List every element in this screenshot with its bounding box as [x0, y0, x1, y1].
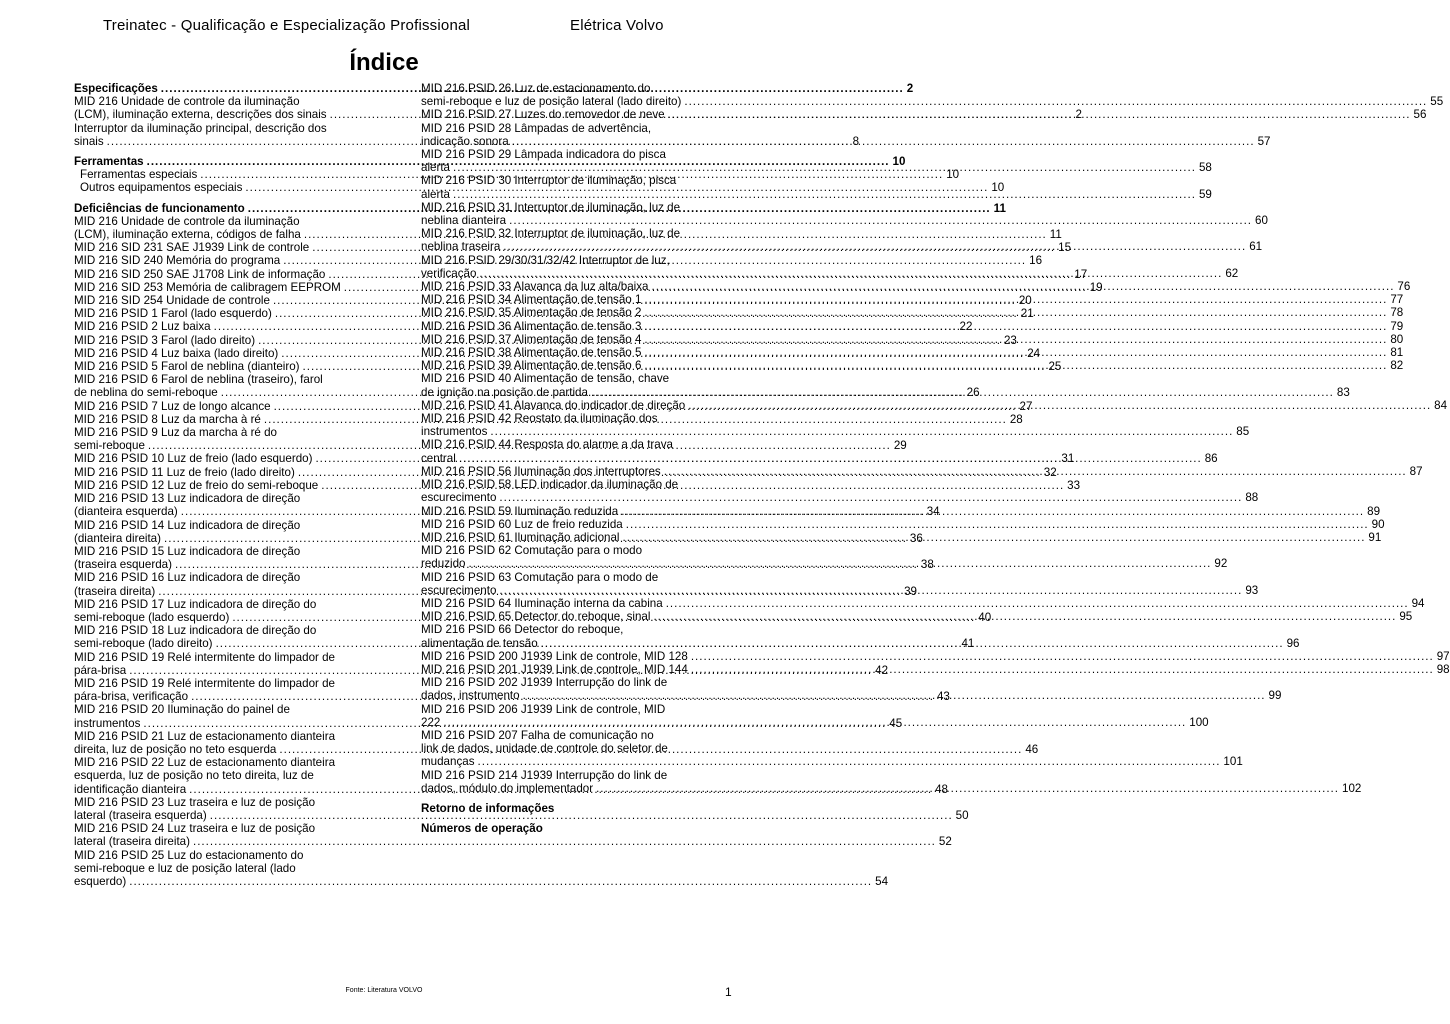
toc-page-number: 52 — [938, 835, 952, 849]
toc-entry-text: sinais — [74, 134, 104, 148]
toc-entry-text: MID 216 PSID 8 Luz da marcha à ré — [74, 412, 261, 426]
footer-page-number: 1 — [725, 985, 732, 999]
toc-entry-text: (traseira direita) — [74, 584, 156, 598]
toc-page-number: 11 — [1049, 228, 1062, 242]
toc-page-number: 38 — [920, 558, 934, 572]
toc-page-number: 84 — [1434, 398, 1448, 412]
toc-leader-dots — [691, 663, 1434, 676]
toc-page-number: 91 — [1368, 530, 1382, 544]
toc-leader-dots — [523, 689, 1266, 702]
toc-entry-text: (dianteira direita) — [74, 531, 161, 545]
toc-entry-text: MID 216 PSID 9 Luz da marcha à ré do — [74, 426, 277, 440]
toc-entry-text: MID 216 PSID 14 Luz indicadora de direção — [74, 518, 301, 532]
toc-entry-text: MID 216 PSID 17 Luz indicadora de direção do — [74, 597, 317, 611]
toc-entry-text: semi-reboque (lado esquerdo) — [74, 610, 230, 624]
toc-leader-dots — [453, 188, 1196, 201]
toc-entry-text: MID 216 PSID 33 Alavanca da luz alta/baixa — [421, 280, 649, 294]
toc-page-number: 61 — [1249, 240, 1263, 254]
toc-leader-dots — [691, 650, 1434, 663]
toc-entry[interactable] — [421, 517, 1385, 531]
toc-leader-dots — [490, 425, 1233, 438]
toc-page-number: 33 — [1067, 478, 1081, 492]
toc-page-number: 19 — [1089, 280, 1103, 294]
toc-page-number: 62 — [1225, 266, 1239, 280]
toc-page-number: 17 — [1074, 267, 1088, 281]
toc-entry-text: MID 216 PSID 19 Relé intermitente do limpador de — [74, 676, 335, 690]
toc-entry-text: MID 216 SID 231 SAE J1939 Link de controle — [74, 241, 310, 255]
toc-page-number: 15 — [1058, 241, 1072, 255]
toc-leader-dots — [512, 135, 1255, 148]
toc-entry-text: Interruptor da iluminação principal, descrição dos — [74, 121, 327, 135]
toc-entry-text: MID 216 PSID 22 Luz de estacionamento dianteira — [74, 756, 336, 770]
toc-entry-text: lateral (traseira esquerda) — [74, 808, 207, 822]
toc-entry-text: Ferramentas — [74, 155, 144, 169]
toc-leader-dots — [644, 306, 1387, 319]
toc-leader-dots — [684, 95, 1427, 108]
toc-page-number: 98 — [1436, 662, 1450, 676]
toc-entry-text: Outros equipamentos especiais — [80, 181, 243, 195]
toc-page-number: 58 — [1198, 161, 1212, 175]
toc-entry-text: escurecimento — [421, 583, 497, 597]
toc-entry-text: Retorno de informações — [421, 801, 555, 815]
toc-entry-text: MID 216 PSID 30 Interruptor de iluminação, pisca — [421, 174, 677, 188]
toc-page-number: 87 — [1409, 464, 1423, 478]
toc-entry-text: MID 216 PSID 39 Alimentação de tensão 6 — [421, 359, 642, 373]
toc-entry-text: MID 216 PSID 24 Luz traseira e luz de posição — [74, 822, 316, 836]
toc-entry[interactable] — [421, 121, 1271, 148]
toc-entry-text: MID 216 SID 253 Memória de calibragem EEPROM — [74, 280, 341, 294]
toc-entry-text: indicação sonora — [421, 134, 509, 148]
toc-page-number: 82 — [1390, 359, 1404, 373]
toc-page-number: 99 — [1268, 689, 1282, 703]
toc-entry-text: 222 — [421, 715, 441, 729]
toc-entry-text: MID 216 PSID 63 Comutação para o modo de — [421, 570, 659, 584]
toc-heading[interactable] — [421, 822, 733, 835]
toc-entry-text: central — [421, 451, 456, 465]
toc-page-number: 101 — [1223, 755, 1243, 769]
toc-page-number: 39 — [904, 584, 918, 598]
header-left: Treinatec - Qualificação e Especialização Profissional — [103, 17, 471, 34]
toc-page-number: 20 — [1018, 294, 1032, 308]
toc-leader-dots — [653, 610, 1396, 623]
toc-page-number: 42 — [875, 663, 889, 677]
toc-entry-text: mudanças — [421, 755, 475, 769]
toc-entry-text: semi-reboque e luz de posição lateral (lado direito) — [421, 95, 682, 109]
toc-entry-text: lateral (traseira direita) — [74, 835, 190, 849]
toc-entry-text: Deficiências de funcionamento — [74, 201, 245, 215]
toc-leader-dots — [644, 333, 1387, 346]
toc-entry-text: dados, módulo do implementador — [421, 781, 594, 795]
toc-entry-text: (traseira esquerda) — [74, 558, 172, 572]
toc-page-number: 26 — [966, 386, 980, 400]
toc-entry-text: MID 216 PSID 36 Alimentação de tensão 3 — [421, 319, 642, 333]
toc-entry-text: MID 216 PSID 29/30/31/32/42 Interruptor de luz, — [421, 253, 670, 267]
toc-entry-text: reduzido — [421, 557, 466, 571]
toc-leader-dots — [499, 491, 1242, 504]
toc-entry-text: semi-reboque — [74, 439, 145, 453]
toc-entry-text: MID 216 PSID 10 Luz de freio (lado esquerdo) — [74, 452, 313, 466]
toc-leader-dots — [193, 835, 936, 848]
toc-entry-text: MID 216 PSID 34 Alimentação de tensão 1 — [421, 293, 642, 307]
toc-page-number: 77 — [1390, 293, 1404, 307]
toc-entry-text: MID 216 PSID 59 Iluminação reduzida — [421, 504, 619, 518]
toc-entry-text: MID 216 PSID 29 Lâmpada indicadora do pisca — [421, 148, 666, 162]
toc-page-number: 8 — [852, 134, 860, 148]
toc-entry-text: MID 216 PSID 37 Alimentação de tensão 4 — [421, 332, 642, 346]
toc-page-number: 85 — [1236, 425, 1250, 439]
toc-page-number: 79 — [1390, 319, 1404, 333]
toc-entry-text: MID 216 PSID 64 Iluminação interna da cabina — [421, 596, 663, 610]
toc-entry-text: MID 216 PSID 206 J1939 Link de controle, MID — [421, 702, 666, 716]
toc-page-number: 2 — [906, 82, 914, 95]
toc-leader-dots — [596, 782, 1339, 795]
toc-leader-dots — [668, 108, 1411, 121]
toc-entry-text: MID 216 PSID 207 Falha de comunicação no — [421, 728, 654, 742]
toc-entry-text: MID 216 PSID 21 Luz de estacionamento dianteira — [74, 729, 336, 743]
toc-leader-dots — [626, 518, 1369, 531]
toc-entry-text: MID 216 Unidade de controle da iluminação — [74, 95, 300, 109]
toc-entry-text: Especificações — [74, 82, 158, 95]
toc-entry-text: neblina dianteira — [421, 214, 507, 228]
toc-entry-text: semi-reboque (lado direito) — [74, 637, 213, 651]
toc-entry-text: dados, instrumento — [421, 689, 520, 703]
toc-page-number: 36 — [909, 531, 923, 545]
toc-leader-dots — [468, 557, 1211, 570]
toc-entry-text: MID 216 PSID 214 J1939 Interrupção do link de — [421, 768, 668, 782]
toc-page-number: 2 — [1075, 108, 1082, 122]
toc-page-number: 16 — [1029, 254, 1043, 268]
toc-entry-text: MID 216 PSID 26 Luz de estacionamento do — [421, 82, 651, 95]
toc-page-number: 32 — [1043, 465, 1057, 479]
toc-entry-text: direita, luz de posição no teto esquerda — [74, 742, 277, 756]
toc-entry-text: MID 216 PSID 200 J1939 Link de controle, MID 128 — [421, 649, 688, 663]
toc-entry-text: MID 216 PSID 20 Iluminação do painel de — [74, 703, 290, 717]
toc-leader-dots — [509, 214, 1252, 227]
toc-entry-text: neblina traseira — [421, 240, 501, 254]
toc-entry-text: MID 216 PSID 5 Farol de neblina (dianteiro) — [74, 360, 300, 374]
toc-leader-dots — [459, 452, 1202, 465]
toc-leader-dots — [591, 386, 1334, 399]
toc-page-number: 59 — [1198, 187, 1212, 201]
toc-leader-dots — [644, 320, 1387, 333]
toc-entry-text: (LCM), iluminação externa, descrições dos sinais — [74, 108, 327, 122]
toc-entry-text: Ferramentas especiais — [80, 168, 198, 182]
toc-page-number: 100 — [1189, 715, 1209, 729]
toc-entry-text: MID 216 Unidade de controle da iluminação — [74, 214, 300, 228]
toc-entry[interactable] — [421, 596, 1425, 610]
toc-page-number: 96 — [1286, 636, 1300, 650]
toc-page-number: 88 — [1245, 491, 1259, 505]
toc-leader-dots — [652, 280, 1395, 293]
toc-page-number: 27 — [1019, 399, 1033, 413]
toc-page-number: 92 — [1214, 557, 1228, 571]
toc-entry-text: MID 216 PSID 60 Luz de freio reduzida — [421, 517, 623, 531]
toc-entry-text: instrumentos — [74, 716, 141, 730]
toc-page-number: 29 — [893, 439, 907, 453]
toc-page-number: 80 — [1390, 332, 1404, 346]
toc-page-number: 22 — [959, 320, 973, 334]
toc-entry-text: MID 216 SID 254 Unidade de controle — [74, 294, 270, 308]
toc-leader-dots — [644, 293, 1387, 306]
toc-entry-text: Números de operação — [421, 822, 543, 836]
toc-page-number: 40 — [978, 610, 992, 624]
toc-entry-text: esquerda, luz de posição no teto direita, luz de — [74, 769, 314, 783]
toc-entry-text: MID 216 PSID 4 Luz baixa (lado direito) — [74, 346, 279, 360]
toc-entry-text: MID 216 PSID 202 J1939 Interrupção do link de — [421, 676, 668, 690]
toc-entry-text: MID 216 PSID 31 Interruptor de iluminação, luz de — [421, 200, 681, 214]
toc-entry-text: (LCM), iluminação externa, códigos de falha — [74, 228, 301, 242]
toc-entry-text: alerta — [421, 187, 451, 201]
toc-entry-text: MID 216 PSID 13 Luz indicadora de direção — [74, 492, 301, 506]
toc-page-number: 56 — [1413, 108, 1427, 122]
toc-entry-text: alerta — [421, 161, 451, 175]
page-title: Índice — [349, 49, 419, 76]
toc-page-number: 43 — [936, 690, 950, 704]
toc-page-number: 83 — [1336, 385, 1350, 399]
toc-leader-dots — [623, 531, 1366, 544]
toc-page-number: 86 — [1204, 451, 1218, 465]
toc-page-number: 94 — [1411, 596, 1425, 610]
toc-page-number: 11 — [993, 201, 1006, 215]
toc-entry-text: MID 216 PSID 2 Luz baixa — [74, 320, 211, 334]
toc-page-number: 90 — [1371, 517, 1385, 531]
toc-page-number: 102 — [1342, 781, 1362, 795]
toc-entry-text: MID 216 PSID 41 Alavanca do indicador de direção — [421, 398, 686, 412]
toc-entry-text: MID 216 PSID 28 Lâmpadas de advertência, — [421, 121, 652, 135]
toc-page-number: 50 — [955, 808, 969, 822]
toc-page-number: 31 — [1061, 452, 1075, 466]
toc-entry-text: MID 216 PSID 23 Luz traseira e luz de posição — [74, 795, 316, 809]
toc-leader-dots — [541, 637, 1284, 650]
toc-leader-dots — [688, 399, 1431, 412]
toc-page-number: 60 — [1255, 214, 1268, 228]
toc-entry-text: MID 216 PSID 25 Luz do estacionamento do — [74, 848, 304, 862]
toc-entry-text: MID 216 PSID 61 Iluminação adicional — [421, 530, 620, 544]
toc-entry-text: MID 216 PSID 201 J1939 Link de controle, MID 144 — [421, 662, 688, 676]
toc-entry-text: MID 216 SID 240 Memória do programa — [74, 254, 281, 268]
toc-leader-dots — [644, 346, 1387, 359]
toc-page-number: 10 — [946, 168, 960, 182]
toc-entry-text: MID 216 PSID 6 Farol de neblina (traseiro), farol — [74, 373, 323, 387]
toc-page-number: 41 — [961, 637, 975, 651]
toc-entry-text: MID 216 PSID 3 Farol (lado direito) — [74, 333, 256, 347]
toc-leader-dots — [503, 240, 1246, 253]
toc-entry[interactable] — [74, 848, 889, 889]
toc-page-number: 57 — [1257, 134, 1271, 148]
toc-entry-text: MID 216 PSID 11 Luz de freio (lado direito) — [74, 465, 295, 479]
toc-page-number: 45 — [889, 716, 903, 730]
toc-entry-text: escurecimento — [421, 491, 497, 505]
toc-page-number: 54 — [875, 874, 889, 888]
toc-entry-text: alimentação de tensão — [421, 636, 538, 650]
toc-page-number: 95 — [1399, 610, 1413, 624]
toc-page-number: 46 — [1025, 742, 1039, 756]
toc-entry-text: de ignição na posição de partida — [421, 385, 588, 399]
toc-entry-text: semi-reboque e luz de posição lateral (lado — [74, 861, 296, 875]
toc-leader-dots — [621, 505, 1364, 518]
toc-entry[interactable] — [421, 306, 1404, 320]
toc-page-number: 93 — [1245, 583, 1259, 597]
toc-entry-text: verificação — [421, 266, 477, 280]
toc-page-number: 48 — [935, 782, 948, 796]
toc-page-number: 34 — [926, 505, 940, 519]
toc-page-number: 10 — [991, 181, 1005, 195]
toc-page-number: 28 — [1009, 412, 1023, 426]
toc-leader-dots — [666, 597, 1409, 610]
toc-entry-text: MID 216 PSID 18 Luz indicadora de direção do — [74, 624, 317, 638]
toc-entry-text: instrumentos — [421, 425, 488, 439]
toc-leader-dots — [664, 465, 1407, 478]
toc-entry-text: MID 216 PSID 66 Detector do reboque, — [421, 623, 624, 637]
toc-entry-text: identificação dianteira — [74, 782, 187, 796]
toc-entry-text: MID 216 PSID 40 Alimentação de tensão, chave — [421, 372, 670, 386]
toc-entry-text: MID 216 PSID 58 LED indicador da iluminação de — [421, 478, 679, 492]
toc-page-number: 55 — [1430, 95, 1444, 109]
toc-entry-text: MID 216 PSID 38 Alimentação de tensão 5 — [421, 346, 642, 360]
toc-entry-text: pára-brisa, verificação — [74, 690, 189, 704]
toc-leader-dots — [499, 584, 1242, 597]
toc-page-number: 81 — [1390, 346, 1404, 360]
toc-entry-text: (dianteira esquerda) — [74, 505, 178, 519]
toc-leader-dots — [644, 359, 1387, 372]
toc-entry-text: MID 216 PSID 16 Luz indicadora de direção — [74, 571, 301, 585]
toc-page-number: 25 — [1048, 360, 1062, 374]
toc-entry[interactable] — [421, 82, 1444, 109]
toc-entry-text: MID 216 PSID 35 Alimentação de tensão 2 — [421, 306, 642, 320]
toc-leader-dots — [479, 267, 1222, 280]
toc-entry-text: MID 216 PSID 42 Reostato da iluminação dos — [421, 412, 658, 426]
toc-leader-dots — [478, 755, 1221, 768]
toc-entry-text: pára-brisa — [74, 663, 127, 677]
toc-leader-dots — [129, 875, 872, 888]
toc-entry-text: link de dados, unidade de controle do seletor de — [421, 742, 668, 756]
toc-entry-text: MID 216 PSID 7 Luz de longo alcance — [74, 399, 271, 413]
toc-entry-text: MID 216 PSID 56 Iluminação dos interruptores — [421, 464, 661, 478]
toc-page-number: 10 — [892, 155, 906, 169]
toc-page-number: 78 — [1390, 306, 1404, 320]
toc-page-number: 24 — [1027, 346, 1041, 360]
toc-entry-text: MID 216 SID 250 SAE J1708 Link de informação — [74, 267, 326, 281]
toc-entry-text: MID 216 PSID 1 Farol (lado esquerdo) — [74, 307, 272, 321]
toc-entry-text: de neblina do semi-reboque — [74, 386, 218, 400]
toc-page-number: 76 — [1397, 280, 1411, 294]
toc-entry-text: MID 216 PSID 32 Interruptor de iluminação, luz de — [421, 227, 681, 241]
toc-page-number: 21 — [1020, 307, 1034, 321]
toc-entry-text: MID 216 PSID 15 Luz indicadora de direção — [74, 544, 301, 558]
toc-entry-text: MID 216 PSID 65 Detector do reboque, sinal — [421, 610, 651, 624]
toc-entry-text: MID 216 PSID 44 Resposta do alarme a da trava — [421, 438, 673, 452]
toc-entry-text: esquerdo) — [74, 874, 127, 888]
footer-source: Fonte: Literatura VOLVO — [345, 987, 423, 994]
toc-page-number: 23 — [1003, 333, 1017, 347]
toc-entry-text: MID 216 PSID 27 Luzes do removedor de neve — [421, 108, 665, 122]
toc-entry-text: MID 216 PSID 19 Relé intermitente do limpador de — [74, 650, 335, 664]
header-right: Elétrica Volvo — [570, 17, 664, 34]
toc-page-number: 89 — [1367, 504, 1381, 518]
toc-page-number: 97 — [1436, 649, 1450, 663]
toc-entry[interactable] — [421, 108, 1427, 122]
toc-entry-text: MID 216 PSID 12 Luz de freio do semi-reboque — [74, 478, 319, 492]
toc-entry[interactable] — [421, 649, 1450, 663]
toc-entry-text: MID 216 PSID 62 Comutação para o modo — [421, 544, 643, 558]
toc-leader-dots — [453, 161, 1196, 174]
toc-leader-dots — [443, 716, 1186, 729]
toc-heading[interactable] — [421, 802, 733, 815]
